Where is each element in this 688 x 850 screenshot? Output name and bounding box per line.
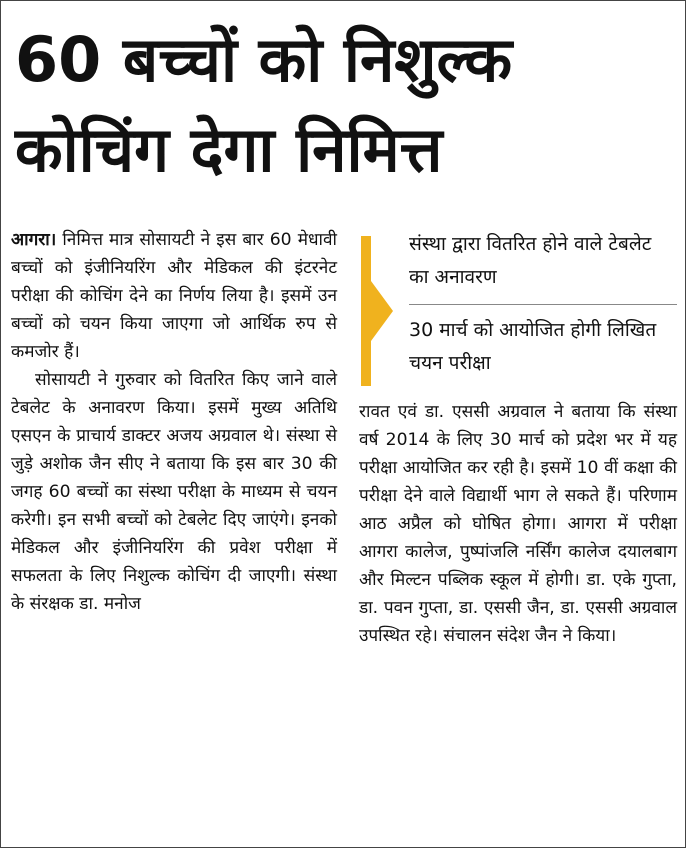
dateline: आगरा। xyxy=(11,230,57,250)
pullquote-divider xyxy=(409,304,677,305)
pullquote-arrow-icon xyxy=(371,281,393,341)
article-column-right xyxy=(359,398,677,650)
article-body xyxy=(11,226,677,841)
headline-line-2: कोचिंग देगा निमित्त xyxy=(15,113,443,186)
pullquote-accent-bar xyxy=(361,236,371,386)
pullquote-box xyxy=(361,226,677,394)
paragraph-3: रावत एवं डा. एससी अग्रवाल ने बताया कि संस्था वर्ष 2014 के लिए 30 मार्च को प्रदेश भर में यह परीक्षा आयोजित कर रही है। इसमें 10 वीं कक्षा की परीक्षा देने वाले विद्यार्थी भाग ले सकते हैं। परिणाम आठ अप्रैल को घोषित होगा। आगरा में परीक्षा आगरा कालेज, पुष्पांजलि नर्सिंग कालेज दयालबाग और मिल्टन पब्लिक स्कूल में होगी। डा. एके गुप्ता, डा. पवन गुप्ता, डा. एससी जैन, डा. एससी अग्रवाल उपस्थित रहे। संचालन संदेश जैन ने किया। xyxy=(359,402,677,646)
pullquote-item-2: 30 मार्च को आयोजित होगी लिखित चयन परीक्षा xyxy=(409,319,657,374)
headline xyxy=(15,15,675,195)
paragraph-1-text: निमित्त मात्र सोसायटी ने इस बार 60 मेधावी बच्चों को इंजीनियरिंग और मेडिकल की इंटरनेट परीक्षा की कोचिंग देने का निर्णय लिया है। इसमें उन बच्चों को चयन किया जाएगा जो आर्थिक रुप से कमजोर हैं। xyxy=(11,230,338,362)
headline-line-1: 60 बच्चों को निशुल्क xyxy=(15,23,513,96)
pullquote-item-1: संस्था द्वारा वितरित होने वाले टेबलेट का अनावरण xyxy=(409,233,652,288)
article-column-left xyxy=(11,226,337,618)
paragraph-2: सोसायटी ने गुरुवार को वितरित किए जाने वाले टेबलेट के अनावरण किया। इसमें मुख्य अतिथि एसएन के प्राचार्य डाक्टर अजय अग्रवाल थे। संस्था से जुड़े अशोक जैन सीए ने बताया कि इस बार 30 की जगह 60 बच्चों का संस्था परीक्षा के माध्यम से चयन करेगी। इन सभी बच्चों को टेबलेट दिए जाएंगे। इनको मेडिकल और इंजीनियरिंग की प्रवेश परीक्षा में सफलता के लिए निशुल्क कोचिंग दी जाएगी। संस्था के संरक्षक डा. मनोज xyxy=(11,370,337,614)
paragraph-1 xyxy=(11,226,337,366)
